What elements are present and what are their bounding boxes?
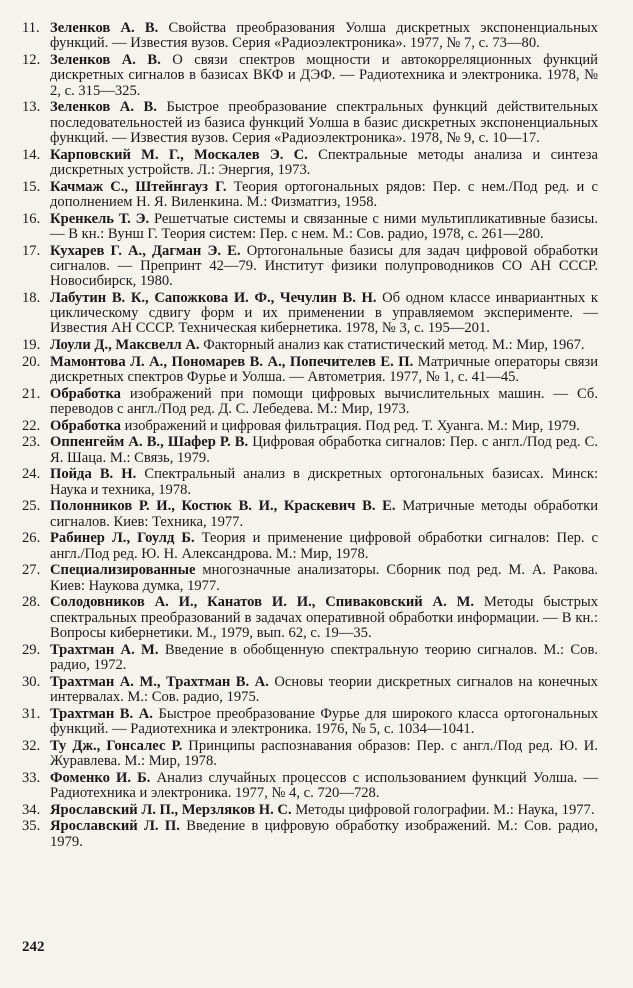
reference-authors: Пойда В. Н. (50, 466, 137, 483)
reference-number: 24. (22, 466, 41, 483)
reference-authors: Лабутин В. К., Сапожкова И. Ф., Чечулин В. Н. (50, 289, 377, 306)
reference-text: Анализ случайных процессов с использованием функций Уолша. — Радиотехника и электроника. 1977, № 4, с. 720—728. (50, 769, 598, 801)
reference-authors: Ярославский Л. П., Мерзляков Н. С. (50, 801, 292, 818)
reference-entry (50, 338, 598, 353)
reference-item (22, 819, 598, 850)
reference-number: 34. (22, 801, 41, 818)
reference-text: Факторный анализ как статистический метод. М.: Мир, 1967. (203, 337, 585, 354)
reference-item (22, 467, 598, 498)
reference-number: 17. (22, 242, 41, 259)
reference-number: 21. (22, 385, 41, 402)
reference-authors: Кухарев Г. А., Дагман Э. Е. (50, 242, 241, 259)
reference-authors: Зеленков А. В. (50, 51, 161, 68)
reference-number: 27. (22, 562, 41, 579)
reference-item (22, 355, 598, 386)
reference-text: О связи спектров мощности и автокорреляционных функций дискретных сигналов в базисах ВКФ и ДЭФ. — Радиотехника и электроника. 1978, № 2, с. 315—325. (50, 51, 598, 99)
reference-authors: Лоули Д., Максвелл А. (50, 337, 200, 354)
reference-entry (50, 387, 598, 418)
reference-number: 23. (22, 434, 41, 451)
reference-authors: Ярославский Л. П. (50, 818, 180, 835)
reference-item (22, 803, 598, 818)
reference-authors: Оппенгейм А. В., Шафер Р. В. (50, 434, 249, 451)
reference-entry (50, 563, 598, 594)
reference-item (22, 771, 598, 802)
reference-item (22, 419, 598, 434)
reference-entry (50, 148, 598, 179)
reference-text: Матричные методы обработки сигналов. Киев: Техника, 1977. (50, 498, 598, 530)
reference-entry (50, 707, 598, 738)
reference-entry (50, 803, 598, 818)
reference-entry (50, 53, 598, 99)
reference-number: 26. (22, 530, 41, 547)
reference-entry (50, 244, 598, 290)
reference-text: Цифровая обработка сигналов: Пер. с англ./Под ред. С. Я. Шаца. М.: Связь, 1979. (50, 434, 598, 466)
reference-text: Введение в обобщенную спектральную теорию сигналов. М.: Сов. радио, 1972. (50, 641, 598, 673)
reference-authors: Карповский М. Г., Москалев Э. С. (50, 146, 308, 163)
reference-text: Методы цифровой голографии. М.: Наука, 1977. (295, 801, 595, 818)
reference-text: Теория ортогональных рядов: Пер. с нем./Под ред. и с дополнением Н. Я. Виленкина. М.: Физматгиз, 1958. (50, 178, 598, 210)
reference-item (22, 291, 598, 337)
reference-item (22, 148, 598, 179)
reference-entry (50, 595, 598, 641)
reference-item (22, 739, 598, 770)
reference-item (22, 707, 598, 738)
reference-number: 12. (22, 51, 41, 68)
reference-entry (50, 355, 598, 386)
reference-authors: Ту Дж., Гонсалес Р. (50, 737, 183, 754)
reference-entry (50, 467, 598, 498)
reference-number: 31. (22, 705, 41, 722)
reference-entry (50, 435, 598, 466)
reference-entry (50, 419, 598, 434)
reference-item (22, 338, 598, 353)
reference-authors: Обработка (50, 385, 121, 402)
reference-item (22, 212, 598, 243)
reference-text: Основы теории дискретных сигналов на конечных интервалах. М.: Сов. радио, 1975. (50, 673, 598, 705)
reference-item (22, 499, 598, 530)
reference-authors: Мамонтова Л. А., Пономарев В. А., Попечителев Е. П. (50, 353, 414, 370)
reference-authors: Полонников Р. И., Костюк В. И., Краскевич В. Е. (50, 498, 396, 515)
reference-entry (50, 212, 598, 243)
reference-authors: Рабинер Л., Гоулд Б. (50, 530, 195, 547)
reference-text: Ортогональные базисы для задач цифровой обработки сигналов. — Препринт 42—79. Институт физики полупроводников СО АН СССР. Новосибирск, 1980. (50, 242, 598, 290)
reference-entry (50, 531, 598, 562)
reference-item (22, 53, 598, 99)
reference-text: изображений и цифровая фильтрация. Под ред. Т. Хуанга. М.: Мир, 1979. (124, 417, 580, 434)
reference-number: 16. (22, 210, 41, 227)
reference-item (22, 595, 598, 641)
reference-authors: Солодовников А. И., Канатов И. И., Спиваковский А. М. (50, 594, 475, 611)
reference-entry (50, 643, 598, 674)
reference-entry (50, 21, 598, 52)
reference-entry (50, 771, 598, 802)
reference-text: Принципы распознавания образов: Пер. с англ./Под ред. Ю. И. Журавлева. М.: Мир, 1978. (50, 737, 598, 769)
reference-item (22, 643, 598, 674)
reference-authors: Трахтман А. М. (50, 641, 159, 658)
reference-item (22, 180, 598, 211)
reference-number: 32. (22, 737, 41, 754)
reference-number: 35. (22, 818, 41, 835)
reference-number: 28. (22, 594, 41, 611)
reference-text: Быстрое преобразование Фурье для широкого класса ортогональных функций. — Радиотехника и электроника. 1976, № 5, с. 1034—1041. (50, 705, 599, 737)
reference-item (22, 100, 598, 146)
reference-number: 20. (22, 353, 41, 370)
reference-number: 13. (22, 99, 41, 116)
reference-authors: Кренкель Т. Э. (50, 210, 150, 227)
reference-authors: Трахтман В. А. (50, 705, 153, 722)
reference-entry (50, 739, 598, 770)
reference-text: Спектральные методы анализа и синтеза дискретных устройств. Л.: Энергия, 1973. (50, 146, 598, 178)
reference-text: Быстрое преобразование спектральных функций действительных последовательностей из базиса функций Уолша в базис дискретных экспоненциальных функций. — Известия вузов. Серия «Радиоэлектроника». 1978, № 9, с. 10—17. (50, 99, 598, 146)
reference-number: 25. (22, 498, 41, 515)
reference-item (22, 387, 598, 418)
reference-number: 11. (22, 20, 40, 36)
reference-text: Теория и применение цифровой обработки сигналов: Пер. с англ./Под ред. Ю. Н. Александрова. М.: Мир, 1978. (50, 530, 599, 562)
reference-item (22, 21, 598, 52)
reference-number: 30. (22, 673, 41, 690)
reference-authors: Специализированные (50, 562, 196, 579)
reference-text: изображений при помощи цифровых вычислительных машин. — Сб. переводов с англ./Под ред. Д. С. Лебедева. М.: Мир, 1973. (50, 385, 598, 418)
reference-entry (50, 291, 598, 337)
reference-item (22, 563, 598, 594)
reference-entry (50, 819, 598, 850)
reference-authors: Качмаж С., Штейнгауз Г. (50, 178, 227, 195)
reference-text: многозначные анализаторы. Сборник под ред. М. А. Ракова. Киев: Наукова думка, 1977. (50, 562, 598, 594)
reference-entry (50, 100, 598, 146)
reference-number: 18. (22, 289, 41, 306)
reference-text: Свойства преобразования Уолша дискретных экспоненциальных функций. — Известия вузов. Серия «Радиоэлектроника». 1977, № 7, с. 73—80. (50, 20, 598, 52)
page-number: 242 (22, 939, 45, 955)
reference-authors: Зеленков А. В. (50, 99, 157, 116)
reference-entry (50, 675, 598, 706)
reference-text: Спектральный анализ в дискретных ортогональных базисах. Минск: Наука и техника, 1978. (50, 466, 598, 498)
reference-number: 22. (22, 417, 41, 434)
reference-text: Введение в цифровую обработку изображений. М.: Сов. радио, 1979. (50, 818, 598, 850)
reference-number: 33. (22, 769, 41, 786)
reference-text: Матричные операторы связи дискретных спектров Фурье и Уолша. — Автометрия. 1977, № 1, с. 41—45. (50, 353, 598, 386)
reference-item (22, 244, 598, 290)
reference-authors: Фоменко И. Б. (50, 769, 151, 786)
reference-text: Решетчатые системы и связанные с ними мультипликативные базисы. — В кн.: Вунш Г. Теория систем: Пер. с нем. М.: Сов. радио, 1978, с. 261—280. (50, 210, 598, 242)
reference-number: 15. (22, 178, 41, 195)
reference-authors: Зеленков А. В. (50, 20, 159, 36)
reference-number: 14. (22, 146, 41, 163)
reference-text: Об одном классе инвариантных к циклическому сдвигу форм и их применении в управляемом эксперименте. — Известия АН СССР. Техническая кибернетика. 1978, № 3, с. 195—201. (50, 289, 598, 337)
reference-number: 19. (22, 337, 41, 354)
reference-item (22, 531, 598, 562)
reference-list (22, 21, 598, 851)
reference-authors: Трахтман А. М., Трахтман В. А. (50, 673, 269, 690)
reference-entry (50, 499, 598, 530)
reference-number: 29. (22, 641, 41, 658)
reference-item (22, 435, 598, 466)
reference-item (22, 675, 598, 706)
reference-authors: Обработка (50, 417, 121, 434)
reference-entry (50, 180, 598, 211)
reference-text: Методы быстрых спектральных преобразований в задачах оперативной обработки информации. — В кн.: Вопросы кибернетики. М., 1979, вып. 62, с. 19—35. (50, 594, 598, 641)
